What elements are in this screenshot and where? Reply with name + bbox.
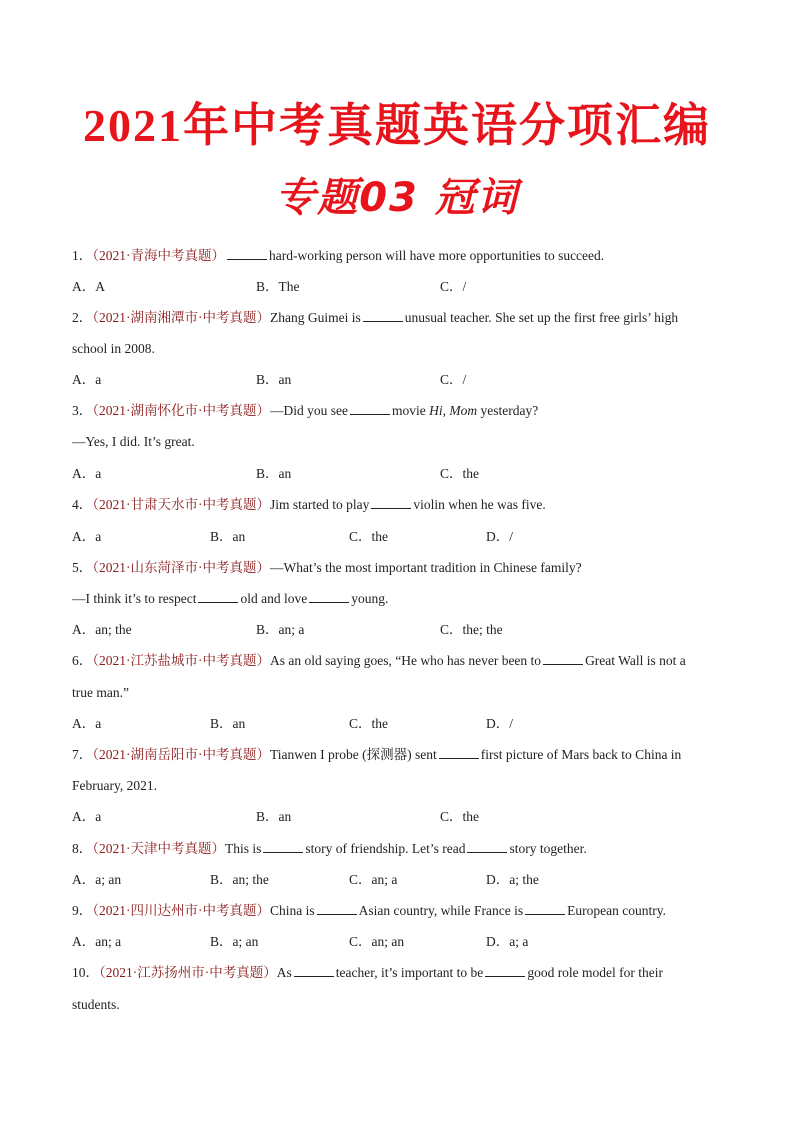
question-source: （2021·四川达州市·中考真题） (92, 903, 270, 918)
option: B．a; an (210, 934, 259, 949)
option: D．a; a (486, 934, 529, 949)
option: A．an; the (72, 622, 132, 637)
option: C．/ (440, 372, 467, 387)
answer-blank (263, 840, 303, 853)
question-7-cont: February, 2021. (72, 778, 157, 793)
question-source: （2021·湖南怀化市·中考真题） (92, 403, 270, 418)
option: C．the; the (440, 622, 503, 637)
option: A．a (72, 529, 102, 544)
option: D．/ (486, 529, 513, 544)
answer-blank (543, 652, 583, 665)
question-7: 7．（2021·湖南岳阳市·中考真题）Tianwen I probe (探测器) sent first picture of Mars back to China in (72, 747, 682, 762)
option: D．a; the (486, 872, 539, 887)
option: D．/ (486, 716, 513, 731)
answer-blank (525, 902, 565, 915)
option: B．an (256, 372, 292, 387)
question-10-cont: students. (72, 997, 120, 1012)
question-source: （2021·湖南湘潭市·中考真题） (92, 310, 270, 325)
option: C．an; an (349, 934, 405, 949)
question-source: （2021·江苏盐城市·中考真题） (92, 653, 270, 668)
option: B．an (210, 716, 246, 731)
page-title: 2021年中考真题英语分项汇编 (83, 100, 711, 151)
answer-blank (485, 964, 525, 977)
question-9: 9．（2021·四川达州市·中考真题）China is Asian country, while France is European country. (72, 903, 666, 918)
question-source: （2021·青海中考真题） (92, 248, 225, 263)
question-source: （2021·湖南岳阳市·中考真题） (92, 747, 270, 762)
question-2: 2．（2021·湖南湘潭市·中考真题）Zhang Guimei is unusual teacher. She set up the first free girls’ high (72, 310, 679, 325)
option: C．the (440, 809, 479, 824)
option: A．a; an (72, 872, 122, 887)
question-source: （2021·江苏扬州市·中考真题） (99, 965, 277, 980)
question-8: 8．（2021·天津中考真题）This is story of friendship. Let’s read story together. (72, 841, 587, 856)
option: A．a (72, 372, 102, 387)
answer-blank (363, 309, 403, 322)
option: A．an; a (72, 934, 122, 949)
question-5-cont: —I think it’s to respect old and love young. (72, 591, 389, 606)
answer-blank (467, 840, 507, 853)
question-source: （2021·甘肃天水市·中考真题） (92, 497, 270, 512)
answer-blank (317, 902, 357, 915)
option: A．a (72, 809, 102, 824)
answer-blank (227, 247, 267, 260)
option: C．the (440, 466, 479, 481)
question-2-cont: school in 2008. (72, 341, 155, 356)
question-5: 5．（2021·山东菏泽市·中考真题）—What’s the most important tradition in Chinese family? (72, 560, 582, 575)
option: C．the (349, 716, 388, 731)
question-3-cont: —Yes, I did. It’s great. (72, 434, 195, 449)
option: B．an (256, 466, 292, 481)
question-source: （2021·天津中考真题） (92, 841, 225, 856)
question-6: 6．（2021·江苏盐城市·中考真题）As an old saying goes, “He who has never been to Great Wall is not a (72, 653, 686, 668)
option: A．a (72, 466, 102, 481)
option: C．/ (440, 279, 467, 294)
question-3: 3．（2021·湖南怀化市·中考真题）—Did you see movie Hi, Mom yesterday? (72, 403, 539, 418)
option: B．an; the (210, 872, 269, 887)
option: B．an; a (256, 622, 305, 637)
answer-blank (439, 746, 479, 759)
question-source: （2021·山东菏泽市·中考真题） (92, 560, 270, 575)
page-subtitle: 专题03 冠词 (275, 175, 519, 221)
question-4: 4．（2021·甘肃天水市·中考真题）Jim started to play violin when he was five. (72, 497, 546, 512)
option: A．a (72, 716, 102, 731)
option: A．A (72, 279, 105, 294)
question-10: 10．（2021·江苏扬州市·中考真题）As teacher, it’s important to be good role model for their (72, 965, 664, 980)
option: B．an (210, 529, 246, 544)
option: B．The (256, 279, 300, 294)
answer-blank (198, 590, 238, 603)
answer-blank (350, 402, 390, 415)
option: C．an; a (349, 872, 398, 887)
answer-blank (309, 590, 349, 603)
answer-blank (294, 964, 334, 977)
question-6-cont: true man.” (72, 685, 129, 700)
option: B．an (256, 809, 292, 824)
option: C．the (349, 529, 388, 544)
answer-blank (371, 496, 411, 509)
question-1: 1．（2021·青海中考真题） hard-working person will have more opportunities to succeed. (72, 248, 605, 263)
